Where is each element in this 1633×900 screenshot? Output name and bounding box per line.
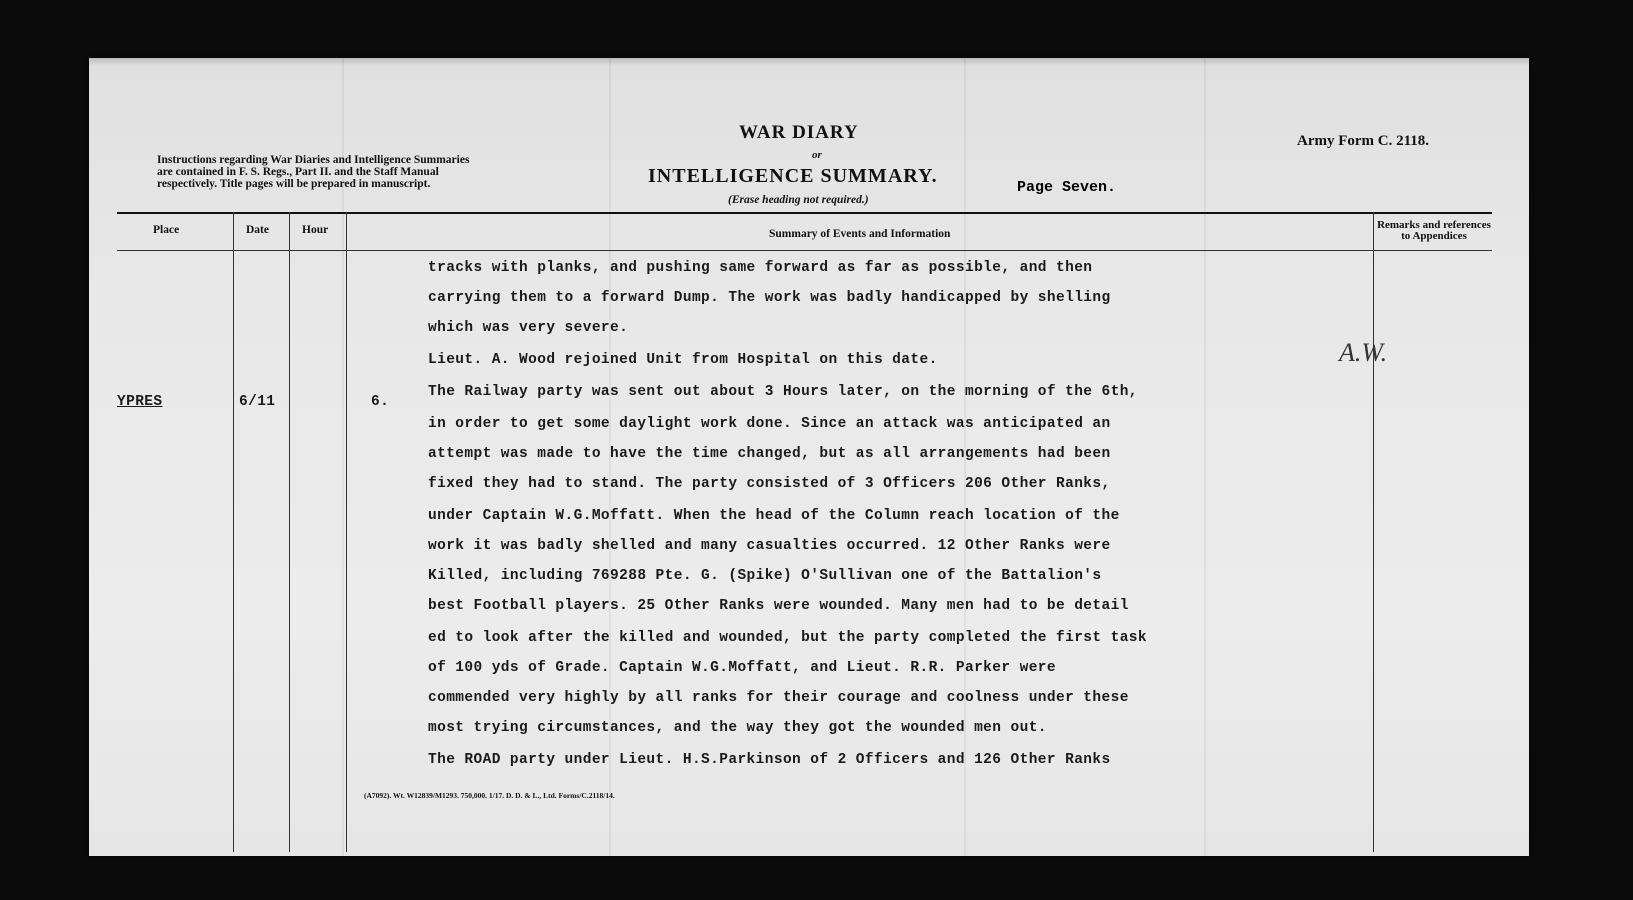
summary-line: fixed they had to stand. The party consisted of 3 Officers 206 Other Ranks, [428, 476, 1111, 492]
title-war-diary: WAR DIARY [739, 122, 859, 143]
title-intelligence-summary: INTELLIGENCE SUMMARY. [648, 165, 938, 187]
diary-page [89, 58, 1529, 856]
page-number: Page Seven. [1017, 179, 1117, 196]
summary-line: The ROAD party under Lieut. H.S.Parkinson of 2 Officers and 126 Other Ranks [428, 752, 1111, 768]
summary-line: which was very severe. [428, 320, 629, 336]
summary-line: attempt was made to have the time changed, but as all arrangements had been [428, 446, 1111, 462]
summary-line: work it was badly shelled and many casualties occurred. 12 Other Ranks were [428, 538, 1111, 554]
summary-line: carrying them to a forward Dump. The work was badly handicapped by shelling [428, 290, 1111, 306]
column-divider [1373, 212, 1374, 852]
summary-line: Killed, including 769288 Pte. G. (Spike) O'Sullivan one of the Battalion's [428, 568, 1102, 584]
printer-imprint: (A7092). Wt. W12839/M1293. 750,000. 1/17. D. D. & L., Ltd. Forms/C.2118/14. [364, 791, 615, 800]
summary-line: ed to look after the killed and wounded, but the party completed the first task [428, 630, 1148, 646]
erase-heading-note: (Erase heading not required.) [728, 194, 869, 206]
column-header-summary: Summary of Events and Information [769, 228, 951, 240]
army-form-label: Army Form C. 2118. [1297, 133, 1430, 149]
summary-line: most trying circumstances, and the way they got the wounded men out. [428, 720, 1047, 736]
column-header-date: Date [246, 224, 269, 236]
column-divider [346, 212, 347, 852]
column-header-rule [117, 250, 1492, 251]
summary-line: The Railway party was sent out about 3 Hours later, on the morning of the 6th, [428, 384, 1138, 400]
summary-line: tracks with planks, and pushing same forward as far as possible, and then [428, 260, 1093, 276]
summary-line: under Captain W.G.Moffatt. When the head of the Column reach location of the [428, 508, 1120, 524]
title-or: or [812, 149, 822, 161]
summary-line: best Football players. 25 Other Ranks were wounded. Many men had to be detail [428, 598, 1129, 614]
column-header-place: Place [153, 224, 180, 236]
column-divider [289, 212, 290, 852]
summary-line: Lieut. A. Wood rejoined Unit from Hospital on this date. [428, 352, 938, 368]
header-rule [117, 212, 1492, 214]
summary-line: of 100 yds of Grade. Captain W.G.Moffatt, and Lieut. R.R. Parker were [428, 660, 1056, 676]
summary-line: in order to get some daylight work done. Since an attack was anticipated an [428, 416, 1111, 432]
instructions-note: Instructions regarding War Diaries and Intelligence Summaries are contained in F. S. Regs., Part II. and the Staff Manual respectively. Title pages will be prepared in manuscript. [157, 154, 470, 190]
column-header-hour: Hour [302, 224, 329, 236]
column-header-remarks: Remarks and references to Appendices [1377, 219, 1491, 242]
entry-place: YPRES [117, 394, 163, 410]
entry-date: 6/11 [239, 394, 276, 410]
column-divider [233, 212, 234, 852]
remarks-initials: A.W. [1339, 338, 1388, 367]
entry-item-number: 6. [371, 394, 390, 410]
summary-line: commended very highly by all ranks for their courage and coolness under these [428, 690, 1129, 706]
